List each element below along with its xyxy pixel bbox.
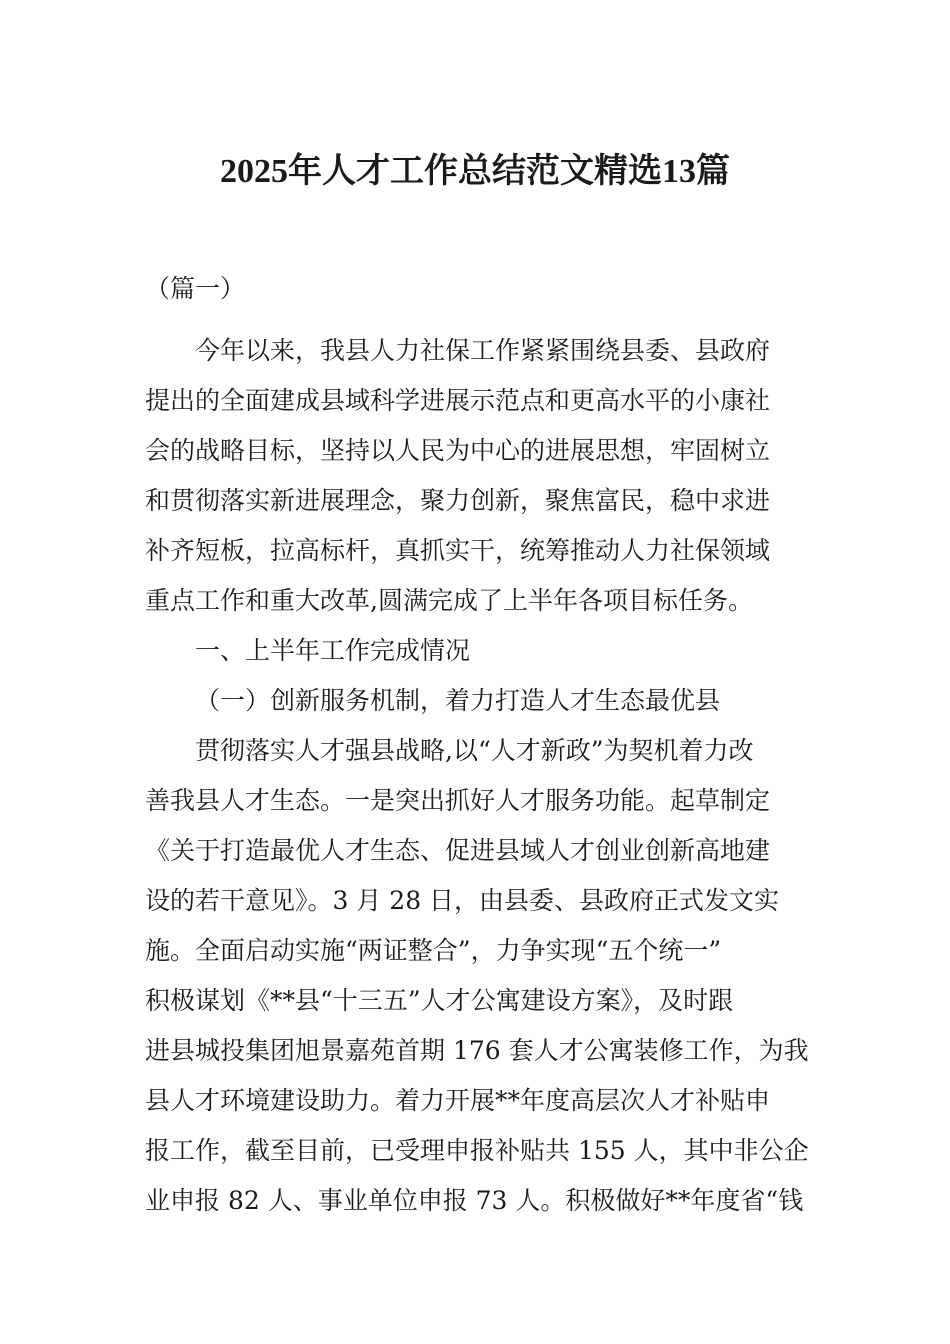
paragraph-line: 贯彻落实人才强县战略,以“人才新政”为契机着力改 [195, 736, 754, 765]
paragraph-line: 设的若干意见》。3 月 28 日，由县委、县政府正式发文实 [145, 886, 780, 915]
section-heading: 一、上半年工作完成情况 [195, 636, 471, 665]
paragraph-line: 重点工作和重大改革,圆满完成了上半年各项目标任务。 [145, 586, 753, 615]
paragraph-line: 进县城投集团旭景嘉苑首期 176 套人才公寓装修工作，为我 [145, 1036, 809, 1065]
paragraph-line: 补齐短板，拉高标杆，真抓实干，统筹推动人力社保领域 [145, 536, 771, 565]
paragraph-line: 施。全面启动实施“两证整合”，力争实现“五个统一” [145, 936, 722, 965]
paragraph-line: 会的战略目标，坚持以人民为中心的进展思想，牢固树立 [145, 436, 771, 465]
paragraph-line: 今年以来，我县人力社保工作紧紧围绕县委、县政府 [195, 336, 771, 365]
paragraph-line: 提出的全面建成县域科学进展示范点和更高水平的小康社 [145, 386, 771, 415]
paragraph-line: 积极谋划《**县“十三五”人才公寓建设方案》，及时跟 [145, 986, 734, 1015]
section-label: （篇一） [145, 274, 246, 303]
paragraph-line: 善我县人才生态。一是突出抓好人才服务功能。起草制定 [145, 786, 771, 815]
paragraph-line: 和贯彻落实新进展理念，聚力创新，聚焦富民，稳中求进 [145, 486, 771, 515]
paragraph-line: 县人才环境建设助力。着力开展**年度高层次人才补贴申 [145, 1086, 771, 1115]
paragraph-line: 报工作，截至目前，已受理申报补贴共 155 人，其中非公企 [145, 1136, 809, 1165]
paragraph-line: 《关于打造最优人才生态、促进县域人才创业创新高地建 [145, 836, 771, 865]
subsection-heading: （一）创新服务机制，着力打造人才生态最优县 [195, 686, 721, 715]
paragraph-line: 业申报 82 人、事业单位申报 73 人。积极做好**年度省“钱 [145, 1186, 804, 1215]
document-title: 2025年人才工作总结范文精选13篇 [220, 153, 730, 190]
